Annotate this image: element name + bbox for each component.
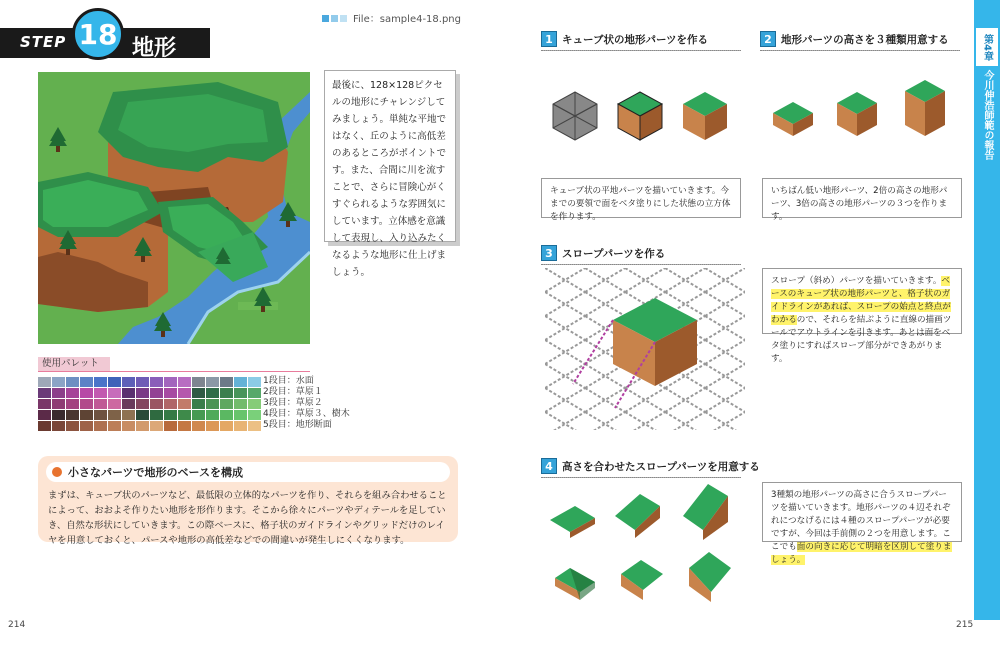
palette-legend [263, 376, 350, 431]
palette-swatch [122, 388, 135, 398]
palette-swatch [178, 388, 191, 398]
palette-legend-item: 2段目：草原１ [263, 387, 323, 397]
chapter-label-text: 第4章 [981, 33, 993, 61]
palette-swatch [52, 377, 65, 387]
palette-swatch [66, 421, 79, 431]
intro-text-box [324, 70, 456, 278]
palette-swatch [248, 377, 261, 387]
palette-swatch [136, 421, 149, 431]
palette-swatch [80, 421, 93, 431]
palette-swatch [52, 410, 65, 420]
palette-swatch [248, 399, 261, 409]
palette-swatch [178, 421, 191, 431]
palette-legend-item: 1段目：水面 [263, 376, 314, 386]
palette-swatch [38, 377, 51, 387]
palette-swatch [122, 399, 135, 409]
section-4-underline [541, 477, 741, 478]
section-3-heading [541, 245, 665, 261]
palette-swatch [206, 421, 219, 431]
page-number-right: 215 [956, 620, 974, 630]
palette-swatch [136, 377, 149, 387]
section-2-heading [760, 31, 949, 47]
palette-swatch [94, 377, 107, 387]
palette-swatch [234, 399, 247, 409]
palette-swatch [220, 399, 233, 409]
section-2-underline [760, 50, 960, 51]
palette-heading: 使用パレット [38, 357, 110, 371]
palette-swatch [38, 410, 51, 420]
palette-swatch [220, 410, 233, 420]
palette-swatch [150, 399, 163, 409]
palette-swatch [108, 377, 121, 387]
palette-swatch [94, 399, 107, 409]
palette-swatch [150, 410, 163, 420]
file-label-text: File：sample4-18.png [353, 14, 461, 25]
palette-swatch [52, 399, 65, 409]
palette-swatch [234, 410, 247, 420]
section-number: 4 [541, 458, 557, 474]
palette-swatch [192, 410, 205, 420]
palette-swatch [192, 377, 205, 387]
section-number: 3 [541, 245, 557, 261]
palette-swatch [38, 399, 51, 409]
palette-legend-item: 5段目：地形断面 [263, 420, 332, 430]
palette-swatch [66, 410, 79, 420]
palette-swatch [150, 421, 163, 431]
intro-text: 最後に、128×128ピクセルの地形にチャレンジしてみましょう。単純な平地ではなく、丘のように高低差のあるところがポイントです。また、合間に川を流すことで、さらに冒険心がくすぐられるような雰囲気にしています。立体感を意識して表現し、入り込みたくなるような地形に仕上げましょう。 [332, 80, 447, 278]
palette-swatch [52, 388, 65, 398]
palette-grid [38, 377, 261, 431]
palette-swatch [122, 410, 135, 420]
section-title: 高さを合わせたスロープパーツを用意する [562, 460, 760, 473]
palette-swatch [80, 388, 93, 398]
palette-swatch [192, 421, 205, 431]
note-highlight: ベースのキューブ状の地形パーツと、格子状のガイドラインがあれば、スロープの始点と終点がわかる [771, 276, 951, 325]
palette-swatch [248, 410, 261, 420]
section-4-note [762, 482, 962, 565]
palette-swatch [66, 377, 79, 387]
slope-guide-illustration [545, 268, 745, 430]
note-text: スロープ（斜め）パーツを描いていきます。 [771, 276, 942, 286]
terrain-artwork [38, 72, 310, 344]
bullet-icon [52, 467, 62, 477]
palette-swatch [94, 410, 107, 420]
palette-legend-item: 3段目：草原２ [263, 398, 323, 408]
palette-swatch [38, 388, 51, 398]
cube-parts-illustration [545, 86, 745, 146]
palette-swatch [164, 410, 177, 420]
palette-swatch [220, 421, 233, 431]
palette-legend-item: 4段目：草原３、樹木 [263, 409, 350, 419]
tip-heading [46, 462, 450, 482]
palette-swatch [66, 388, 79, 398]
palette-swatch [150, 388, 163, 398]
section-title: キューブ状の地形パーツを作る [562, 33, 709, 46]
step-number-badge: 18 [72, 8, 124, 60]
palette-swatch [164, 377, 177, 387]
note-text: 3種類の地形パーツの高さに合うスロープパーツを描いていきます。地形パーツの４辺それぞれにつなげるには４種のスロープパーツが必要ですが、今回は手前側の２つを用意します。ここでも [771, 490, 951, 552]
palette-swatch [108, 421, 121, 431]
section-title: スロープパーツを作る [562, 247, 666, 260]
height-parts-illustration [765, 78, 955, 146]
palette-swatch [192, 388, 205, 398]
section-1-underline [541, 50, 741, 51]
note-highlight: 面の向きに応じて明暗を区別して塗りましょう。 [771, 542, 952, 565]
page-number-left: 214 [8, 620, 26, 630]
palette-swatch [108, 388, 121, 398]
section-3-note [762, 268, 962, 364]
palette-swatch [136, 388, 149, 398]
section-2-note: いちばん低い地形パーツ、2倍の高さの地形パーツ、3倍の高さの地形パーツの３つを作ります。 [762, 178, 962, 218]
terrain-illustration [38, 72, 310, 344]
palette-swatch [178, 410, 191, 420]
palette-swatch [164, 399, 177, 409]
palette-swatch [178, 399, 191, 409]
palette-swatch [52, 421, 65, 431]
palette-swatch [234, 377, 247, 387]
tip-title: 小さなパーツで地形のベースを構成 [68, 466, 244, 479]
section-3-underline [541, 264, 741, 265]
palette-swatch [206, 377, 219, 387]
palette-swatch [206, 388, 219, 398]
section-4-heading [541, 458, 760, 474]
chapter-subtitle-text: 今川伸浩師範の報告 [982, 70, 993, 160]
palette-swatch [108, 399, 121, 409]
chapter-label [974, 26, 1000, 68]
page-title: 地形 [132, 36, 177, 61]
file-label [322, 10, 461, 25]
palette-swatch [94, 388, 107, 398]
palette-swatch [192, 399, 205, 409]
palette-swatch [164, 388, 177, 398]
palette-swatch [136, 410, 149, 420]
palette-swatch [94, 421, 107, 431]
palette-swatch [164, 421, 177, 431]
section-1-heading [541, 31, 708, 47]
section-1-note: キューブ状の平地パーツを描いていきます。今までの要領で面をベタ塗りにした状態の立方体を作ります。 [541, 178, 741, 218]
palette-swatch [220, 388, 233, 398]
palette-swatch [108, 410, 121, 420]
section-number: 2 [760, 31, 776, 47]
palette-swatch [150, 377, 163, 387]
palette-swatch [80, 399, 93, 409]
palette-swatch [234, 388, 247, 398]
palette-swatch [234, 421, 247, 431]
palette-swatch [66, 399, 79, 409]
section-title: 地形パーツの高さを３種類用意する [781, 33, 949, 46]
palette-swatch [248, 421, 261, 431]
palette-swatch [178, 377, 191, 387]
palette-swatch [122, 377, 135, 387]
note-text: ので、それらを結ぶように直線の描画ツールでアウトラインを引きます。あとは面をベタ塗りにすればスロープ部分ができあがります。 [771, 315, 952, 364]
step-word: STEP [20, 33, 67, 51]
slope-parts-illustration [545, 482, 745, 612]
section-number: 1 [541, 31, 557, 47]
palette-swatch [80, 410, 93, 420]
palette-swatch [248, 388, 261, 398]
palette-swatch [80, 377, 93, 387]
chapter-subtitle [974, 70, 1000, 164]
palette-divider [38, 371, 310, 372]
palette-swatch [136, 399, 149, 409]
palette-swatch [206, 399, 219, 409]
palette-swatch [38, 421, 51, 431]
tip-body: まずは、キューブ状のパーツなど、最低限の立体的なパーツを作り、それらを組み合わせることによって、おおよそ作りたい地形を形作ります。そこから徐々にパーツやディテールを足していき、自然な形状にしていきます。この際ベースに、格子状のガイドラインやグリッドだけのレイヤを用意しておくと、パースや地形の高低差などでの間違いが発生しにくくなります。 [48, 490, 447, 546]
palette-swatch [122, 421, 135, 431]
palette-swatch [220, 377, 233, 387]
palette-swatch [206, 410, 219, 420]
